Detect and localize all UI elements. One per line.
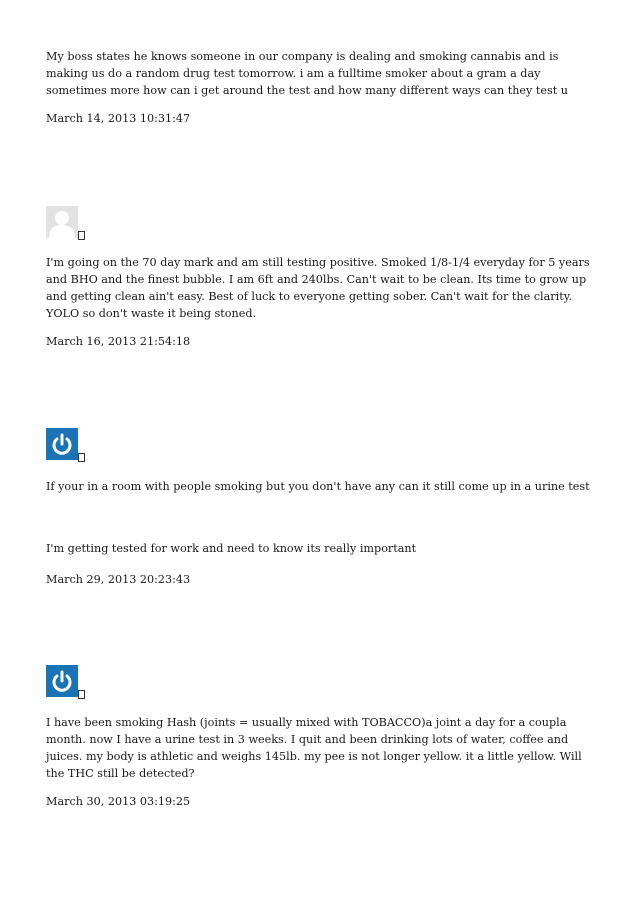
user-avatar-icon [46, 206, 78, 238]
power-avatar-icon [46, 428, 78, 460]
comment-date: March 16, 2013 21:54:18 [46, 335, 191, 348]
comment-date: March 30, 2013 03:19:25 [46, 795, 191, 808]
comment-text: I have been smoking Hash (joints = usually mixed with TOBACCO)a joint a day for a coupla month. now I have a urine test in 3 weeks. I quit and been drinking lots of water, coffee and juices. my body is athletic and weighs 145lb. my pee is not longer yellow. it a little yellow. Will the THC still be detected? [46, 716, 582, 780]
comment-text: My boss states he knows someone in our company is dealing and smoking cannabis and is making us do a random drug test tomorrow. i am a fulltime smoker about a gram a day sometimes more how can i get around the test and how many different ways can they test u [46, 50, 569, 97]
missing-glyph-icon [78, 231, 85, 240]
comment-text-continued: I'm getting tested for work and need to know its really important [46, 542, 417, 555]
comment-text: If your in a room with people smoking but you don't have any can it still come up in a urine test [46, 480, 590, 493]
power-avatar-icon [46, 665, 78, 697]
missing-glyph-icon [78, 690, 85, 699]
comment-date: March 14, 2013 10:31:47 [46, 112, 191, 125]
missing-glyph-icon [78, 453, 85, 462]
comment-text: I'm going on the 70 day mark and am still testing positive. Smoked 1/8-1/4 everyday for 5 years and BHO and the finest bubble. I am 6ft and 240lbs. Can't wait to be clean. Its time to grow up and getting clean ain't easy. Best of luck to everyone getting sober. Can't wait for the clarity. YOLO so don't waste it being stoned. [46, 256, 590, 320]
comment-date: March 29, 2013 20:23:43 [46, 573, 191, 586]
